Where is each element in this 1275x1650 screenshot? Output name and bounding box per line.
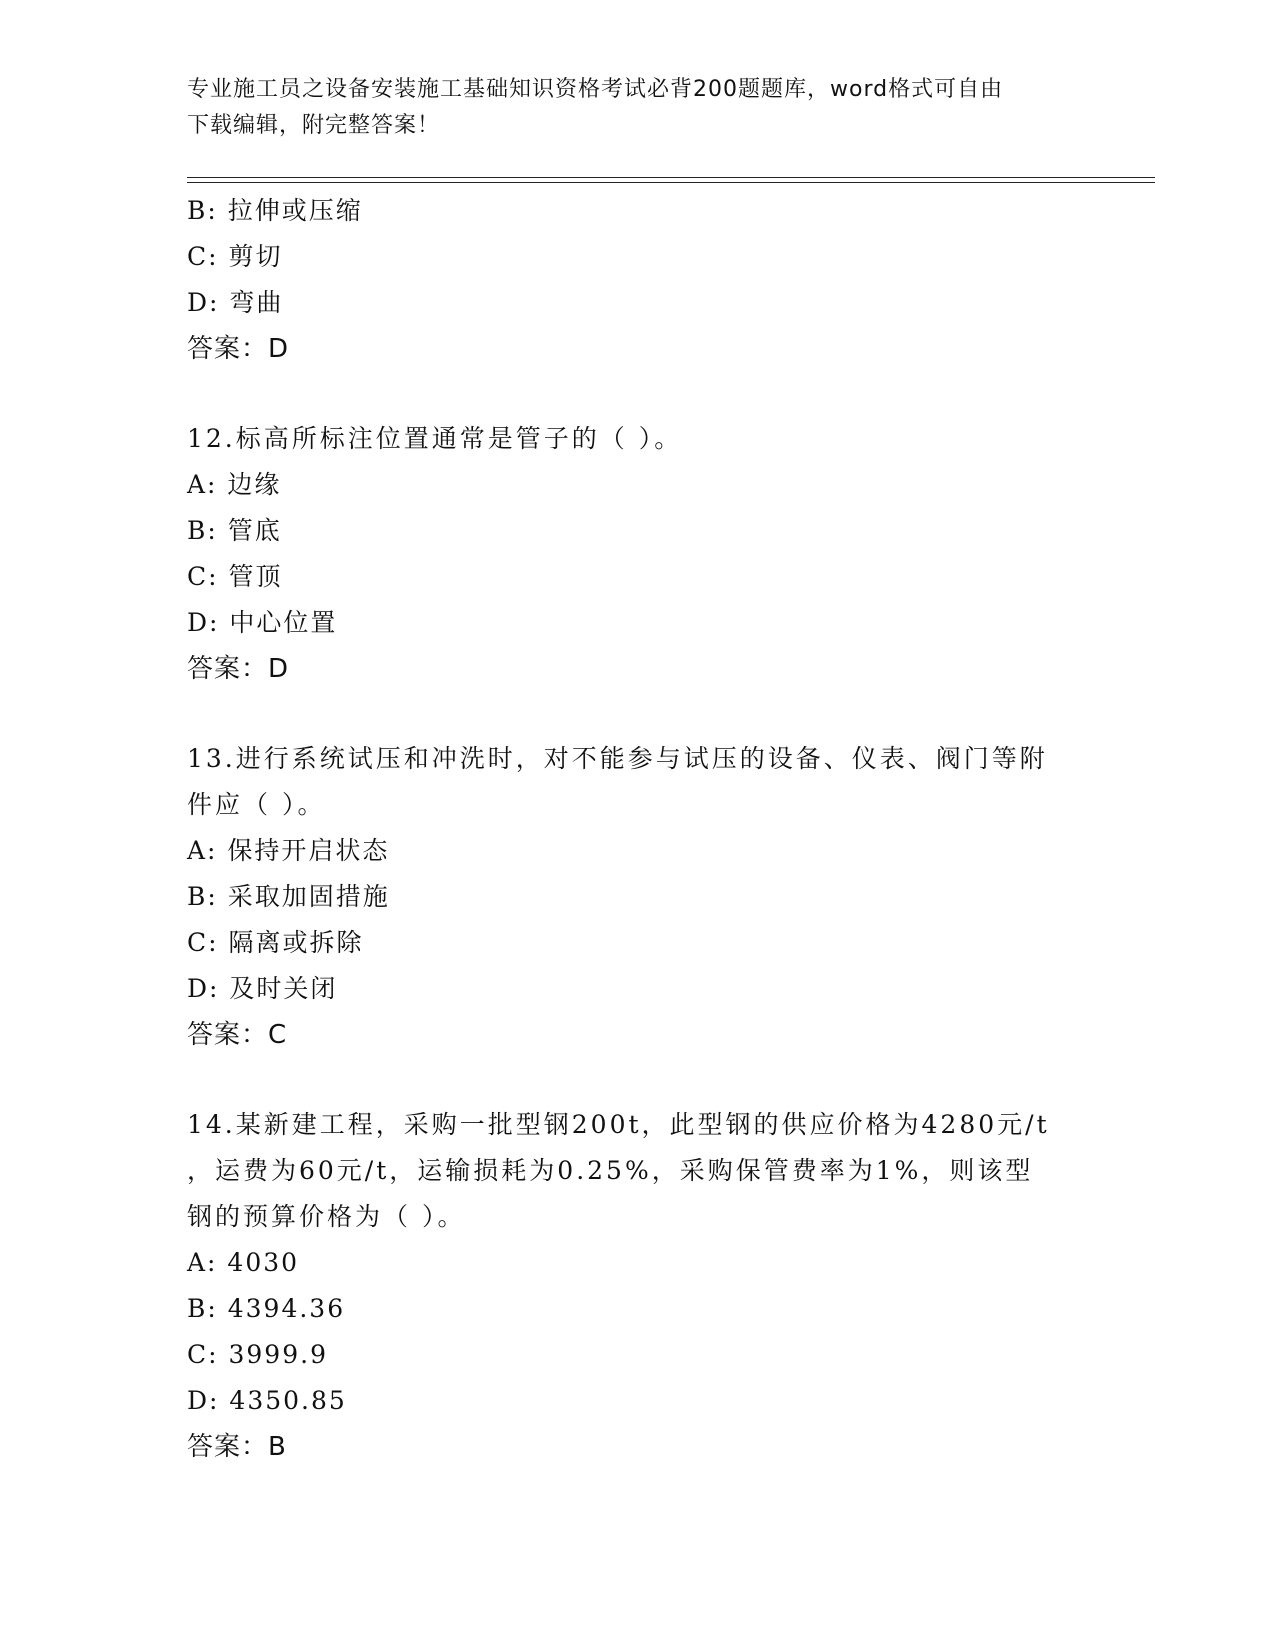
option-c: C: 管顶 — [187, 562, 283, 591]
question-list — [187, 188, 1087, 1470]
option-c: C: 3999.9 — [187, 1340, 328, 1369]
answer-line: 答案：C — [187, 1020, 288, 1050]
question-stem-continued: 件应（ ）。 — [187, 790, 326, 819]
answer-line: 答案：D — [187, 334, 290, 364]
question-14 — [187, 1102, 1087, 1470]
question-stem: 13.进行系统试压和冲洗时，对不能参与试压的设备、仪表、阀门等附 — [187, 744, 1048, 773]
question-12 — [187, 416, 1087, 692]
document-header — [187, 72, 1077, 144]
option-c: C: 隔离或拆除 — [187, 928, 364, 957]
answer-line: 答案：D — [187, 654, 290, 684]
option-d: D: 及时关闭 — [187, 974, 338, 1003]
header-title-line-2: 下载编辑，附完整答案！ — [187, 113, 441, 138]
option-d: D: 4350.85 — [187, 1386, 347, 1415]
question-stem: 14.某新建工程，采购一批型钢200t，此型钢的供应价格为4280元/t — [187, 1110, 1050, 1139]
question-stem: 12.标高所标注位置通常是管子的（ ）。 — [187, 424, 683, 453]
option-c: C: 剪切 — [187, 242, 283, 271]
option-b: B: 采取加固措施 — [187, 882, 390, 911]
question-stem-continued: ，运费为60元/t，运输损耗为0.25%，采购保管费率为1%，则该型 — [187, 1156, 1034, 1185]
option-b: B: 拉伸或压缩 — [187, 196, 363, 225]
header-title-line-1: 专业施工员之设备安装施工基础知识资格考试必背200题题库，word格式可自由 — [187, 77, 1004, 102]
option-b: B: 管底 — [187, 516, 282, 545]
header-divider-bottom — [187, 182, 1155, 183]
option-d: D: 中心位置 — [187, 608, 338, 637]
option-d: D: 弯曲 — [187, 288, 284, 317]
option-a: A: 保持开启状态 — [187, 836, 390, 865]
question-13 — [187, 736, 1087, 1058]
header-divider-top — [187, 177, 1155, 178]
option-b: B: 4394.36 — [187, 1294, 346, 1323]
question-stem-continued: 钢的预算价格为（ ）。 — [187, 1202, 466, 1231]
option-a: A: 边缘 — [187, 470, 282, 499]
prev-question-block — [187, 188, 1087, 372]
answer-line: 答案：B — [187, 1432, 287, 1462]
option-a: A: 4030 — [187, 1248, 300, 1277]
